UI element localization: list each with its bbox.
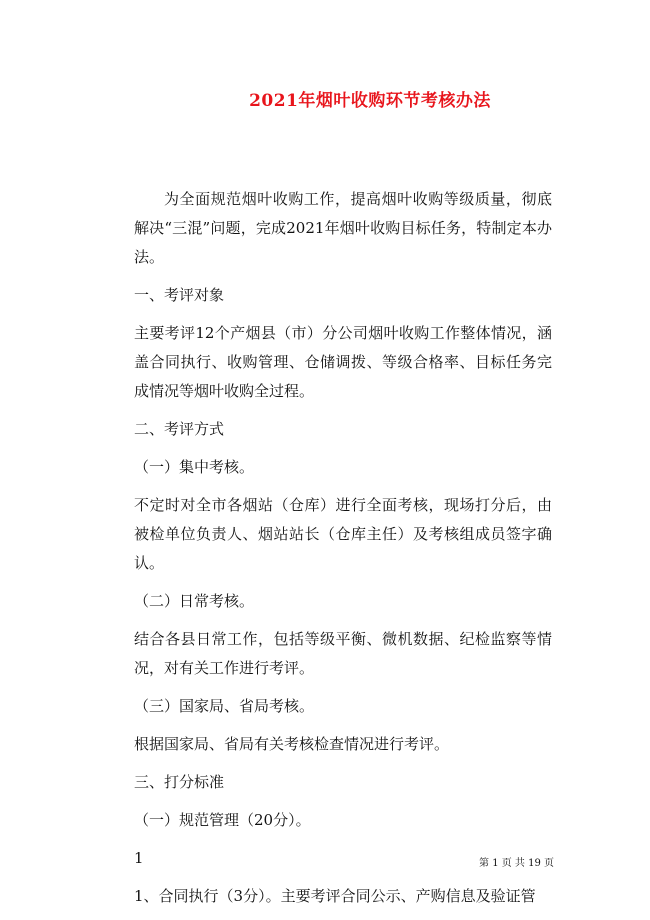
document-title: 2021年烟叶收购环节考核办法	[249, 91, 491, 111]
subsection-heading-2-1: （一）集中考核。	[134, 458, 255, 476]
subsection-2-1-text: 不定时对全市各烟站（仓库）进行全面考核，现场打分后，由被检单位负责人、烟站站长（仓库主任）及考核组成员签字确认。	[134, 496, 552, 572]
section-heading-2: 二、考评方式	[134, 420, 225, 438]
subsection-2-3-text: 根据国家局、省局有关考核检查情况进行考评。	[134, 735, 450, 753]
section-1-text: 主要考评12个产烟县（市）分公司烟叶收购工作整体情况，涵盖合同执行、收购管理、仓储调拨、等级合格率、目标任务完成情况等烟叶收购全过程。	[134, 324, 552, 400]
stray-number: 1	[134, 849, 144, 867]
page-footer: 第 1 页 共 19 页	[479, 858, 554, 869]
section-heading-3: 三、打分标准	[134, 773, 225, 791]
subsection-heading-2-2: （二）日常考核。	[134, 592, 255, 610]
section-heading-1: 一、考评对象	[134, 286, 225, 304]
subsection-heading-2-3: （三）国家局、省局考核。	[134, 697, 315, 715]
document-body	[134, 185, 552, 920]
subsection-heading-3-1: （一）规范管理（20分）。	[134, 811, 311, 829]
intro-paragraph: 为全面规范烟叶收购工作，提高烟叶收购等级质量，彻底解决“三混”问题，完成2021年烟叶收购目标任务，特制定本办法。	[134, 190, 552, 266]
subsection-2-2-text: 结合各县日常工作，包括等级平衡、微机数据、纪检监察等情况，对有关工作进行考评。	[134, 630, 552, 677]
item-3-1-1-text: 1、合同执行（3分）。主要考评合同公示、产购信息及验证管	[134, 887, 536, 905]
